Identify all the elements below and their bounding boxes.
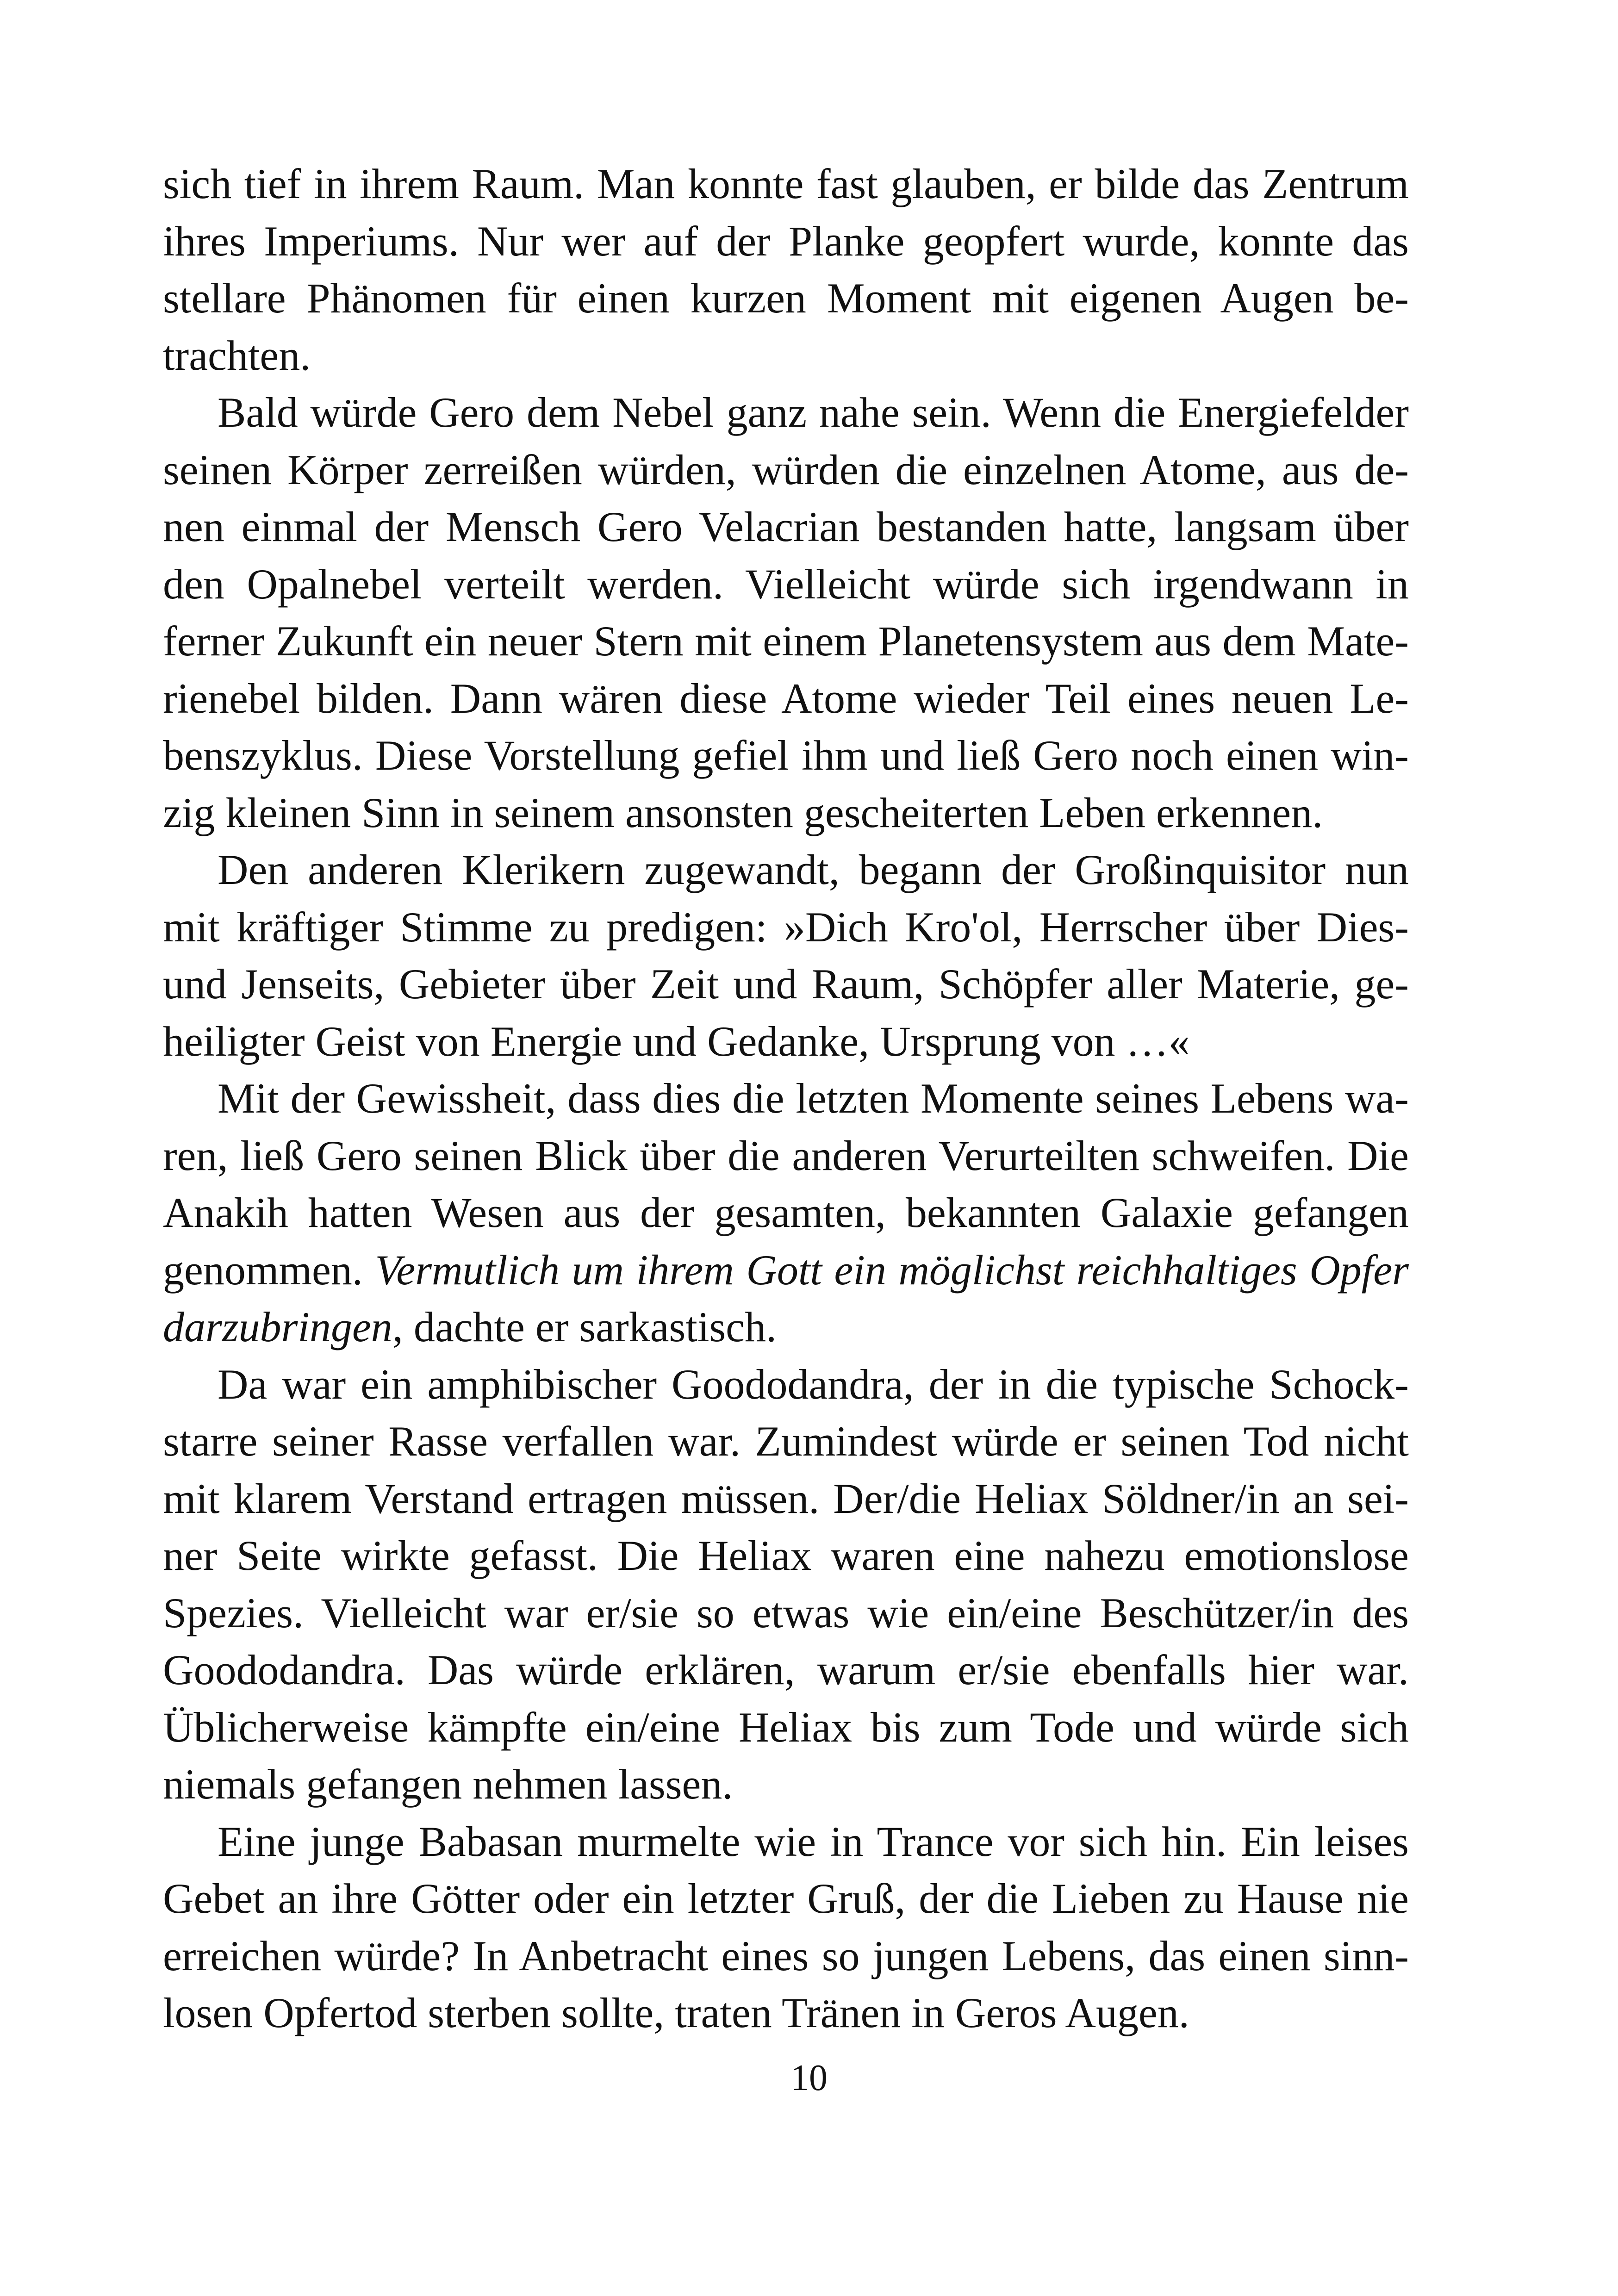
paragraph-6: Eine junge Babasan murmelte wie in Trance vor sich hin. Ein leises Gebet an ihre Götter oder ein letzter Gruß, der die Lieben zu Hause nie erreichen würde? In Anbetracht eines so jungen Lebens, das einen sinnlosen Opfertod sterben sollte, traten Tränen in Geros Augen. [163,1817,1409,2036]
paragraph-3: Den anderen Klerikern zugewandt, begann der Großinquisitor nun mit kräftiger Stimme zu predigen: »Dich Kro'ol, Herrscher über Dies- und Jenseits, Gebieter über Zeit und Raum, Schöpfer aller Materie, geheiligter Geist von Energie und Gedanke, Ursprung von …« [163,846,1409,1065]
paragraph-1: sich tief in ihrem Raum. Man konnte fast glauben, er bilde das Zentrum ihres Imperiums. Nur wer auf der Planke geopfert wurde, konnte das stellare Phänomen für einen kurzen Moment mit eigenen Augen betrachten. [163,160,1409,379]
paragraph-4-italic-thought: Vermutlich um ihrem Gott ein möglichst reichhaltiges Opfer darzubringen [163,1246,1409,1350]
paragraph-5: Da war ein amphibischer Goododandra, der in die typische Schockstarre seiner Rasse verfallen war. Zumindest würde er seinen Tod nicht mit klarem Verstand ertragen müssen. Der/die Heliax Söldner/in an seiner Seite wirkte gefasst. Die Heliax waren eine nahezu emotionslose Spezies. Vielleicht war er/sie so etwas wie ein/eine Beschützer/in des Goododandra. Das würde erklären, warum er/sie ebenfalls hier war. Üblicherweise kämpfte ein/eine Heliax bis zum Tode und würde sich niemals gefangen nehmen lassen. [163,1360,1409,1808]
paragraph-4 [163,1070,1409,1356]
paragraph-2: Bald würde Gero dem Nebel ganz nahe sein. Wenn die Energiefelder seinen Körper zerreißen würden, würden die einzelnen Atome, aus denen einmal der Mensch Gero Velacrian bestanden hatte, langsam über den Opalnebel verteilt werden. Vielleicht würde sich irgendwann in ferner Zukunft ein neuer Stern mit einem Planetensystem aus dem Materienebel bilden. Dann wären diese Atome wieder Teil eines neuen Lebenszyklus. Diese Vorstellung gefiel ihm und ließ Gero noch einen winzig kleinen Sinn in seinem ansonsten gescheiterten Leben erkennen. [163,389,1409,836]
paragraph-4-text-after: , dachte er sarkastisch. [392,1303,777,1350]
body-text [163,156,1409,2042]
page-number: 10 [790,2058,828,2098]
paragraph-4-text-before: Mit der Gewissheit, dass dies die letzten Momente seines Lebens waren, ließ Gero seinen Blick über die anderen Verurteilten schweifen. Die Anakih hatten Wesen aus der gesamten, bekannten Galaxie gefangen genommen. [163,1075,1409,1294]
